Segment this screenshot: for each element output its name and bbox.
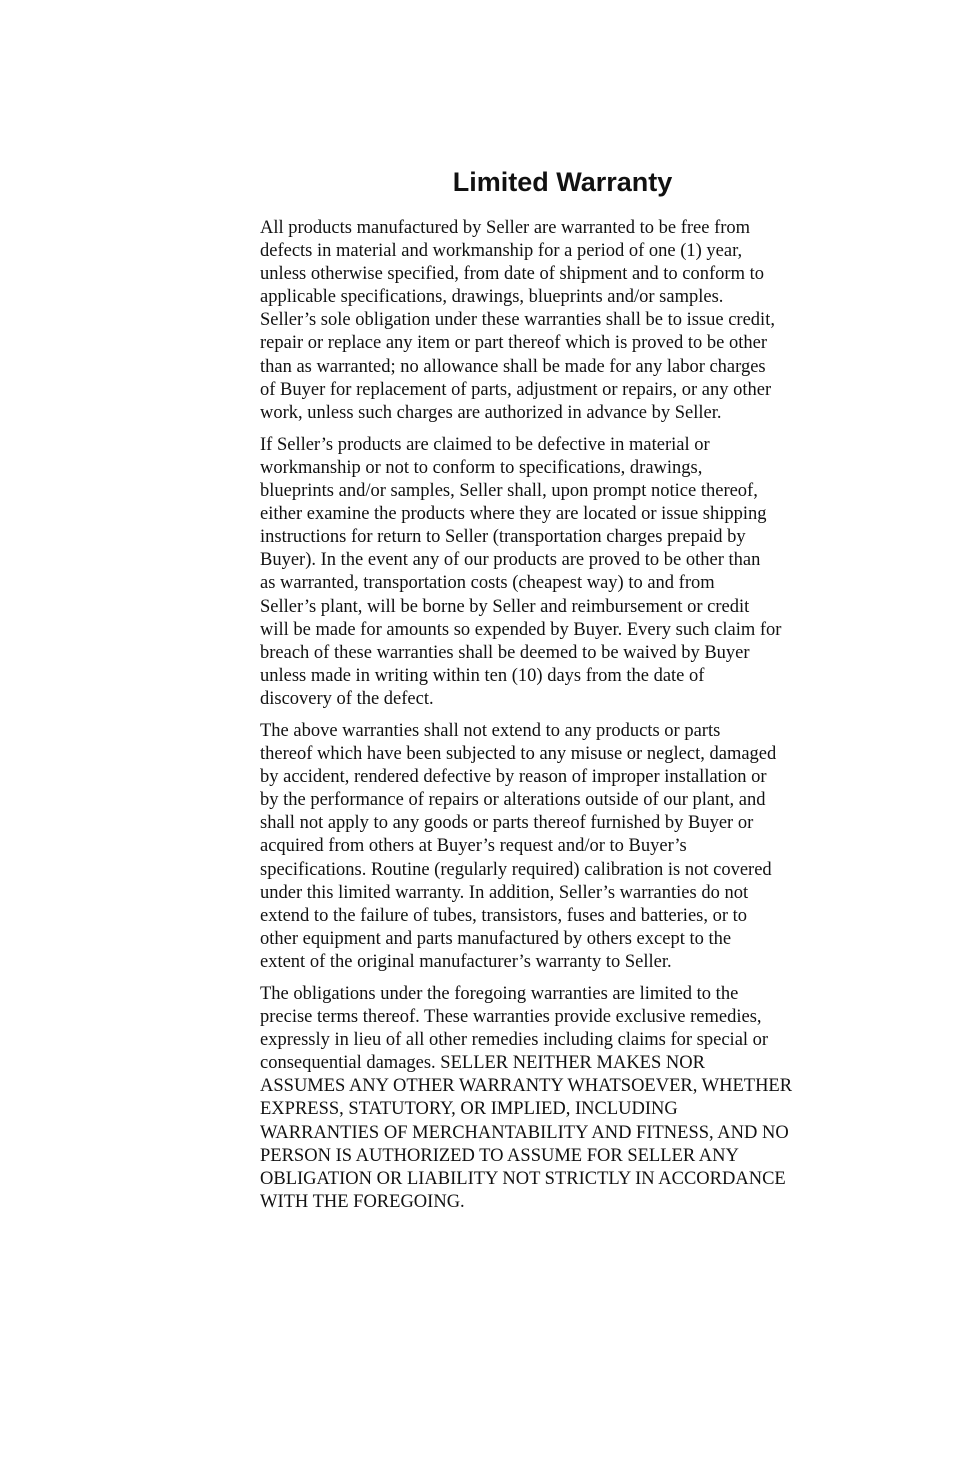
paragraph-line: either examine the products where they are located or issue shipping xyxy=(260,504,767,525)
paragraph-line: The obligations under the foregoing warranties are limited to the xyxy=(260,984,739,1004)
paragraph-line: breach of these warranties shall be deemed to be waived by Buyer xyxy=(260,642,750,663)
warranty-body xyxy=(260,217,865,1223)
paragraph-line: extend to the failure of tubes, transistors, fuses and batteries, or to xyxy=(260,905,748,926)
paragraph-line: unless made in writing within ten (10) days from the date of xyxy=(260,665,705,686)
paragraph-line: acquired from others at Buyer’s request and/or to Buyer’s xyxy=(260,836,687,857)
paragraph-line: applicable specifications, drawings, blueprints and/or samples. xyxy=(260,287,724,308)
paragraph-line: unless otherwise specified, from date of shipment and to conform to xyxy=(260,264,764,285)
paragraph-line: Seller’s sole obligation under these warranties shall be to issue credit, xyxy=(260,310,775,331)
paragraph-line: blueprints and/or samples, Seller shall, upon prompt notice thereof, xyxy=(260,481,758,502)
paragraph-line: ASSUMES ANY OTHER WARRANTY WHATSOEVER, WHETHER xyxy=(260,1076,793,1097)
paragraph-line: under this limited warranty. In addition, Seller’s warranties do not xyxy=(260,882,749,903)
paragraph-line: by the performance of repairs or alterations outside of our plant, and xyxy=(260,790,766,811)
paragraph-line: PERSON IS AUTHORIZED TO ASSUME FOR SELLER ANY xyxy=(260,1145,739,1166)
paragraph-line: repair or replace any item or part thereof which is proved to be other xyxy=(260,333,767,354)
paragraph-line: workmanship or not to conform to specifications, drawings, xyxy=(260,457,703,478)
paragraph-line: precise terms thereof. These warranties provide exclusive remedies, xyxy=(260,1007,762,1028)
paragraph-line: other equipment and parts manufactured by others except to the xyxy=(260,928,732,949)
warranty-paragraph xyxy=(260,434,865,711)
paragraph-line: shall not apply to any goods or parts thereof furnished by Buyer or xyxy=(260,813,754,834)
paragraph-line: by accident, rendered defective by reason of improper installation or xyxy=(260,767,767,788)
paragraph-line: expressly in lieu of all other remedies including claims for special or xyxy=(260,1030,769,1051)
paragraph-line: defects in material and workmanship for a period of one (1) year, xyxy=(260,241,743,262)
paragraph-line: instructions for return to Seller (transportation charges prepaid by xyxy=(260,527,746,548)
paragraph-line: will be made for amounts so expended by Buyer. Every such claim for xyxy=(260,619,782,640)
paragraph-line: work, unless such charges are authorized in advance by Seller. xyxy=(260,402,722,423)
paragraph-line: The above warranties shall not extend to any products or parts xyxy=(260,720,721,741)
paragraph-line: consequential damages. SELLER NEITHER MAKES NOR xyxy=(260,1053,705,1074)
paragraph-line: specifications. Routine (regularly required) calibration is not covered xyxy=(260,859,772,880)
paragraph-line: thereof which have been subjected to any misuse or neglect, damaged xyxy=(260,744,777,765)
warranty-paragraph xyxy=(260,217,865,425)
paragraph-line: of Buyer for replacement of parts, adjustment or repairs, or any other xyxy=(260,379,772,400)
paragraph-line: OBLIGATION OR LIABILITY NOT STRICTLY IN ACCORDANCE xyxy=(260,1168,786,1189)
paragraph-line: EXPRESS, STATUTORY, OR IMPLIED, INCLUDING xyxy=(260,1099,678,1120)
paragraph-line: than as warranted; no allowance shall be made for any labor charges xyxy=(260,356,766,377)
page-title: Limited Warranty xyxy=(452,167,673,197)
warranty-paragraph xyxy=(260,720,865,974)
paragraph-line: discovery of the defect. xyxy=(260,688,434,709)
paragraph-line: as warranted, transportation costs (cheapest way) to and from xyxy=(260,573,715,594)
paragraph-line: All products manufactured by Seller are warranted to be free from xyxy=(260,218,751,238)
paragraph-line: Seller’s plant, will be borne by Seller and reimbursement or credit xyxy=(260,596,750,617)
paragraph-line: WITH THE FOREGOING. xyxy=(260,1191,465,1212)
paragraph-line: Buyer). In the event any of our products are proved to be other than xyxy=(260,550,761,571)
paragraph-line: WARRANTIES OF MERCHANTABILITY AND FITNESS, AND NO xyxy=(260,1122,789,1143)
paragraph-line: If Seller’s products are claimed to be defective in material or xyxy=(260,434,710,455)
warranty-paragraph xyxy=(260,983,865,1214)
paragraph-line: extent of the original manufacturer’s warranty to Seller. xyxy=(260,951,672,972)
